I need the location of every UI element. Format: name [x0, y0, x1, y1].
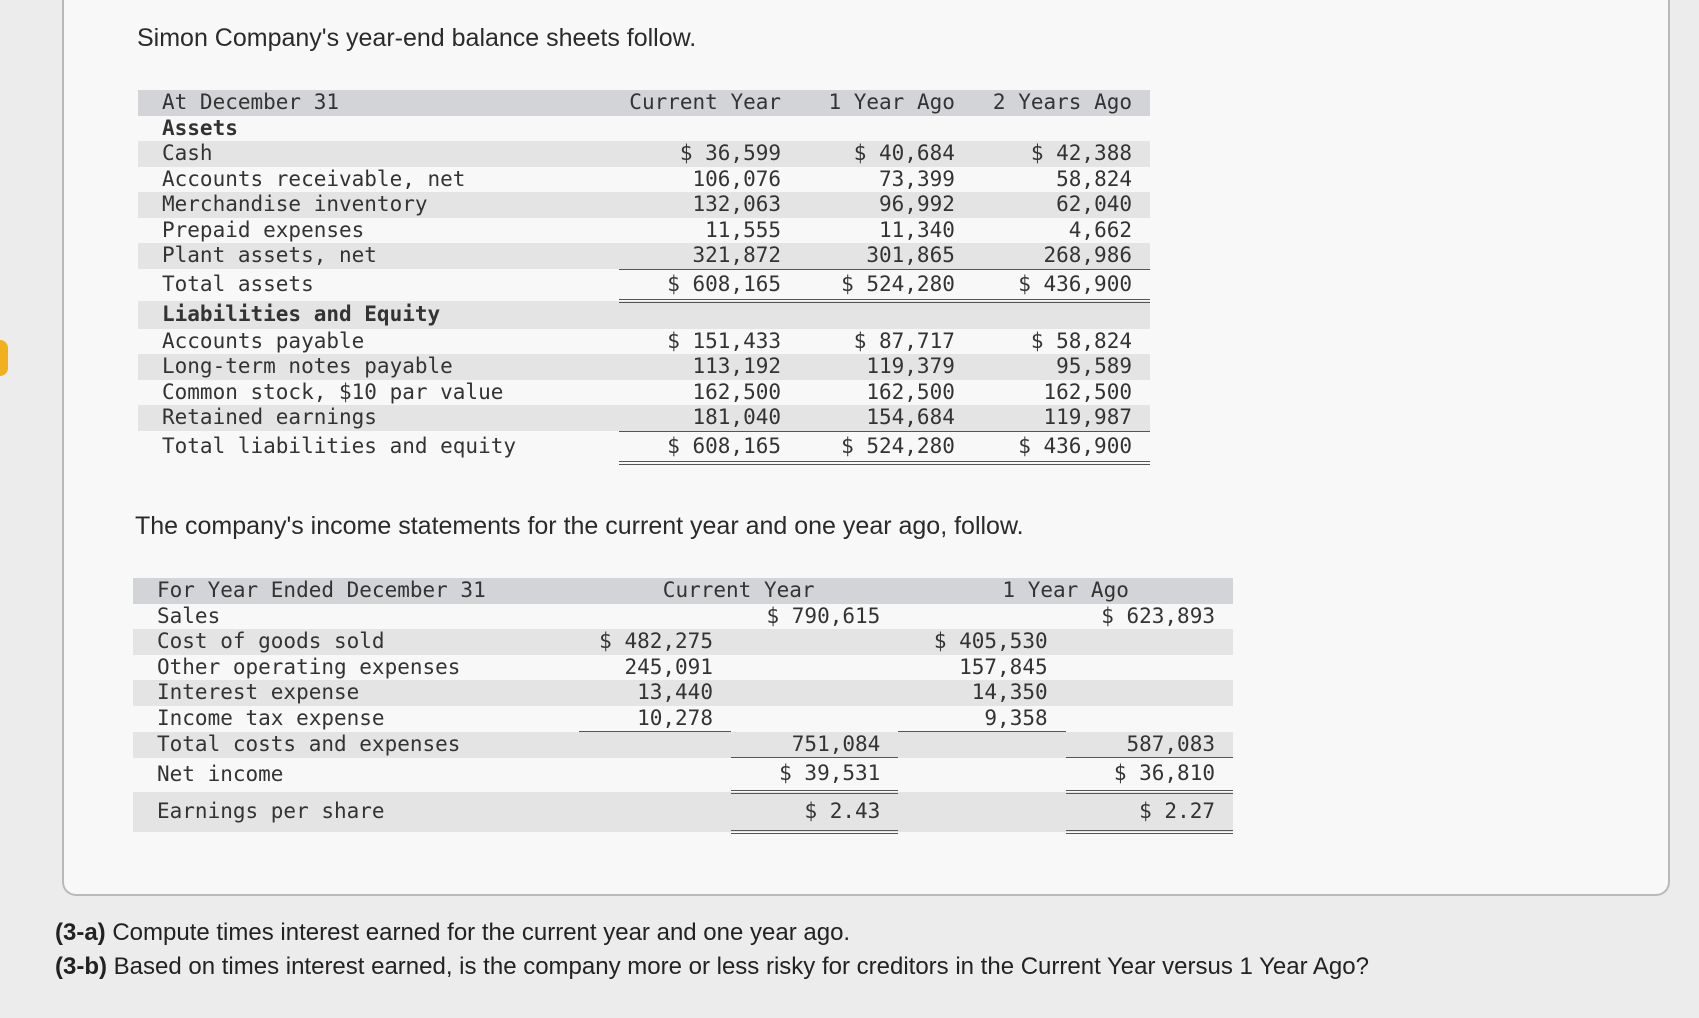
assets-heading: Assets	[162, 115, 238, 140]
value-1-year-ago: 154,684	[799, 405, 973, 431]
net-income-row	[133, 758, 1233, 792]
row-label: Earnings per share	[133, 792, 579, 832]
row-label: Cost of goods sold	[133, 629, 579, 655]
value-current-year: 132,063	[619, 192, 799, 218]
value-1-year-ago: $ 623,893	[1101, 603, 1215, 628]
value-1-year-ago: $ 36,810	[1066, 758, 1233, 792]
row-label: Plant assets, net	[138, 243, 619, 269]
question-3a-text: Compute times interest earned for the current year and one year ago.	[105, 919, 851, 946]
table-row	[133, 706, 1233, 732]
value-1-year-ago: 14,350	[898, 680, 1065, 706]
row-label: Income tax expense	[157, 705, 385, 730]
table-row	[138, 354, 1150, 380]
value-1-year-ago: $ 87,717	[853, 328, 955, 353]
eps-row	[133, 792, 1233, 832]
questions-block	[55, 916, 1369, 984]
liabilities-heading: Liabilities and Equity	[138, 301, 619, 329]
liabilities-heading-row	[138, 301, 1150, 329]
value-current-year: $ 39,531	[731, 758, 898, 792]
value-1-year-ago: 301,865	[799, 243, 973, 269]
question-3a-tag: (3-a)	[55, 919, 106, 946]
income-statement-table	[133, 578, 1233, 834]
value-1-year-ago: $ 524,280	[799, 269, 973, 301]
row-label: Other operating expenses	[157, 654, 461, 679]
value-current-year: $ 151,433	[667, 328, 782, 353]
row-label: Merchandise inventory	[138, 192, 619, 218]
value-1-year-ago: $ 405,530	[898, 629, 1065, 655]
header-label: For Year Ended December 31	[133, 578, 579, 604]
value-2-years-ago: $ 42,388	[973, 141, 1150, 167]
value-current-year: $ 790,615	[766, 603, 881, 628]
value-1-year-ago: $ 40,684	[799, 141, 973, 167]
total-liabilities-row	[138, 431, 1150, 463]
row-label: Accounts receivable, net	[162, 166, 466, 191]
total-assets-row	[138, 269, 1150, 301]
value-current-year: $ 608,165	[619, 431, 799, 463]
balance-sheet-header-row	[138, 90, 1150, 116]
income-statement-intro: The company's income statements for the current year and one year ago, follow.	[135, 512, 1024, 540]
value-1-year-ago: 119,379	[799, 354, 973, 380]
table-row	[138, 218, 1150, 244]
value-2-years-ago: 58,824	[1056, 166, 1132, 191]
income-statement-header-row	[133, 578, 1233, 604]
sales-row	[133, 604, 1233, 630]
value-current-year: $ 608,165	[619, 269, 799, 301]
row-label: Prepaid expenses	[162, 217, 365, 242]
row-label: Retained earnings	[138, 405, 619, 431]
balance-sheet-intro: Simon Company's year-end balance sheets follow.	[137, 24, 697, 52]
value-1-year-ago: 73,399	[879, 166, 955, 191]
value-2-years-ago: 119,987	[973, 405, 1150, 431]
value-1-year-ago: 9,358	[898, 706, 1065, 732]
header-1-year-ago: 1 Year Ago	[799, 90, 973, 116]
question-3b-text: Based on times interest earned, is the company more or less risky for creditors in the Current Year versus 1 Year Ago?	[106, 953, 1369, 980]
value-1-year-ago: 11,340	[879, 217, 955, 242]
table-row	[133, 680, 1233, 706]
table-row	[138, 329, 1150, 355]
header-current-year: Current Year	[619, 90, 799, 116]
value-2-years-ago: 268,986	[973, 243, 1150, 269]
value-current-year: 106,076	[692, 166, 782, 191]
header-2-years-ago: 2 Years Ago	[973, 90, 1150, 116]
table-row	[138, 141, 1150, 167]
value-current-year: 321,872	[619, 243, 799, 269]
row-label: Net income	[157, 761, 284, 786]
value-current-year: 245,091	[624, 654, 713, 679]
value-current-year: 11,555	[705, 217, 782, 242]
row-label: Sales	[157, 603, 221, 628]
value-2-years-ago: 62,040	[973, 192, 1150, 218]
value-2-years-ago: $ 58,824	[1030, 328, 1132, 353]
row-label: Total costs and expenses	[133, 732, 579, 758]
question-3a	[55, 916, 1369, 950]
value-1-year-ago: $ 524,280	[799, 431, 973, 463]
value-current-year: $ 36,599	[619, 141, 799, 167]
value-1-year-ago: $ 2.27	[1066, 792, 1233, 832]
row-label: Long-term notes payable	[138, 354, 619, 380]
row-label: Common stock, $10 par value	[162, 379, 504, 404]
table-row	[138, 243, 1150, 269]
balance-sheet-table	[138, 90, 1150, 465]
value-current-year: 181,040	[619, 405, 799, 431]
table-row	[133, 655, 1233, 681]
side-tab-marker	[0, 340, 8, 376]
table-row	[138, 192, 1150, 218]
value-1-year-ago: 162,500	[866, 379, 955, 404]
question-3b	[55, 950, 1369, 984]
table-row	[138, 167, 1150, 193]
question-3b-tag: (3-b)	[55, 953, 107, 980]
value-current-year: 10,278	[579, 706, 731, 732]
value-current-year: $ 2.43	[731, 792, 898, 832]
value-2-years-ago: 4,662	[1068, 217, 1132, 242]
table-row	[138, 380, 1150, 406]
value-current-year: 162,500	[692, 379, 782, 404]
value-1-year-ago: 587,083	[1066, 732, 1233, 758]
table-row	[133, 629, 1233, 655]
table-row	[138, 405, 1150, 431]
value-current-year: 751,084	[731, 732, 898, 758]
value-current-year: 113,192	[619, 354, 799, 380]
assets-heading-row	[138, 116, 1150, 142]
header-1-year-ago: 1 Year Ago	[898, 578, 1233, 604]
row-label: Cash	[138, 141, 619, 167]
row-label: Total assets	[162, 272, 314, 297]
value-current-year: 13,440	[579, 680, 731, 706]
value-2-years-ago: 95,589	[973, 354, 1150, 380]
row-label: Interest expense	[133, 680, 579, 706]
value-2-years-ago: $ 436,900	[973, 269, 1150, 301]
row-label: Total liabilities and equity	[162, 434, 517, 459]
header-label: At December 31	[138, 90, 619, 116]
row-label: Accounts payable	[162, 328, 365, 353]
value-current-year: $ 482,275	[579, 629, 731, 655]
value-2-years-ago: 162,500	[1043, 379, 1132, 404]
value-2-years-ago: $ 436,900	[973, 431, 1150, 463]
value-1-year-ago: 96,992	[799, 192, 973, 218]
value-1-year-ago: 157,845	[959, 654, 1048, 679]
total-costs-row	[133, 732, 1233, 758]
header-current-year: Current Year	[579, 578, 898, 604]
